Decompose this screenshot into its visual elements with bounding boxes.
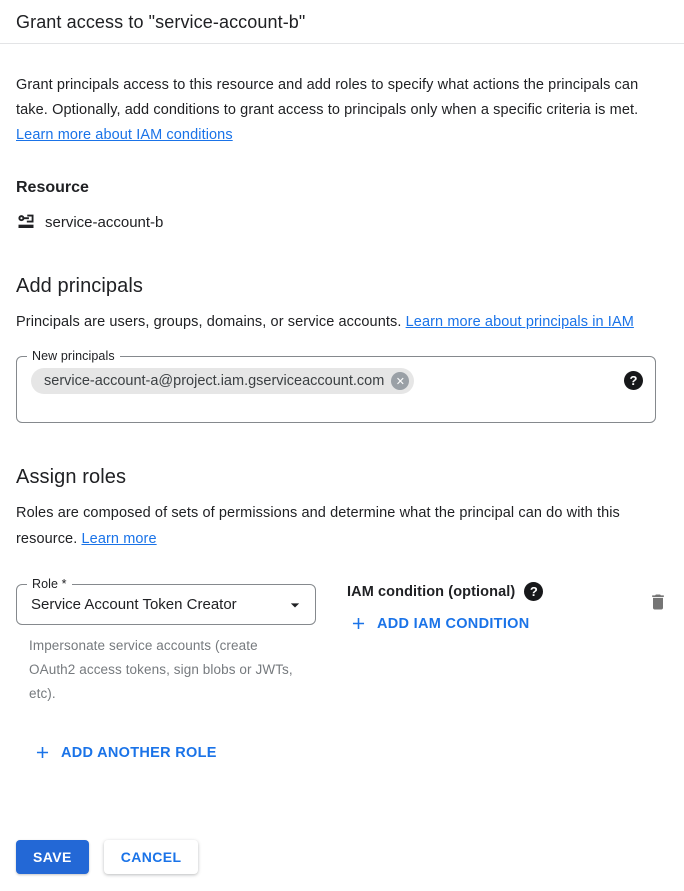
dialog-actions [16,840,198,874]
intro-paragraph [16,73,661,148]
principals-learn-more-link[interactable]: Learn more about principals in IAM [405,314,634,330]
iam-condition-help-icon[interactable]: ? [524,582,543,601]
role-description: Impersonate service accounts (create OAuth2 access tokens, sign blobs or JWTs, etc). [29,638,293,701]
principal-chip-value: service-account-a@project.iam.gserviceaccount.com [44,373,385,389]
roles-learn-more-link[interactable]: Learn more [81,531,157,547]
iam-condition-label-row [347,582,628,601]
delete-role-column [628,584,668,612]
save-button[interactable]: SAVE [16,840,89,874]
dialog-title: Grant access to "service-account-b" [16,12,306,32]
intro-text: Grant principals access to this resource and add roles to specify what actions the principals can take. Optionally, add conditions to grant access to principals only when a specific criteria is met. [16,77,639,118]
plus-icon [33,743,52,762]
iam-condition-column [347,584,628,638]
delete-role-button[interactable] [648,592,668,612]
add-principals-description [16,309,661,335]
add-iam-condition-label: ADD IAM CONDITION [377,615,530,632]
resource-name: service-account-b [45,213,164,231]
iam-condition-label: IAM condition (optional) [347,583,516,600]
role-dropdown[interactable] [16,577,316,625]
roles-description-text: Roles are composed of sets of permissions and determine what the principal can do with this resource. [16,505,620,547]
add-principals-heading: Add principals [16,275,144,297]
role-selected-value: Service Account Token Creator [31,596,237,613]
dialog-header [0,0,684,44]
plus-icon [349,614,368,633]
principal-chip [31,368,414,394]
add-iam-condition-button[interactable] [349,614,530,633]
new-principals-label: New principals [27,349,120,364]
assign-roles-heading: Assign roles [16,466,127,488]
chip-remove-icon[interactable]: ✕ [391,372,409,390]
principals-help-icon[interactable]: ? [624,371,643,390]
assign-roles-description [16,500,661,552]
service-account-icon [16,212,36,232]
resource-heading: Resource [16,179,89,196]
role-column [16,577,316,706]
role-label: Role * [27,577,72,592]
cancel-button[interactable]: CANCEL [104,840,199,874]
add-another-role-label: ADD ANOTHER ROLE [61,744,217,761]
resource-row [16,212,668,232]
iam-conditions-link[interactable]: Learn more about IAM conditions [16,127,233,143]
principals-description-text: Principals are users, groups, domains, or service accounts. [16,314,402,330]
dropdown-arrow-icon [285,595,305,615]
new-principals-field[interactable] [16,349,656,423]
trash-icon [648,592,668,612]
dialog-content [0,73,684,767]
role-binding-row [16,577,668,706]
add-another-role-button[interactable] [33,743,217,762]
